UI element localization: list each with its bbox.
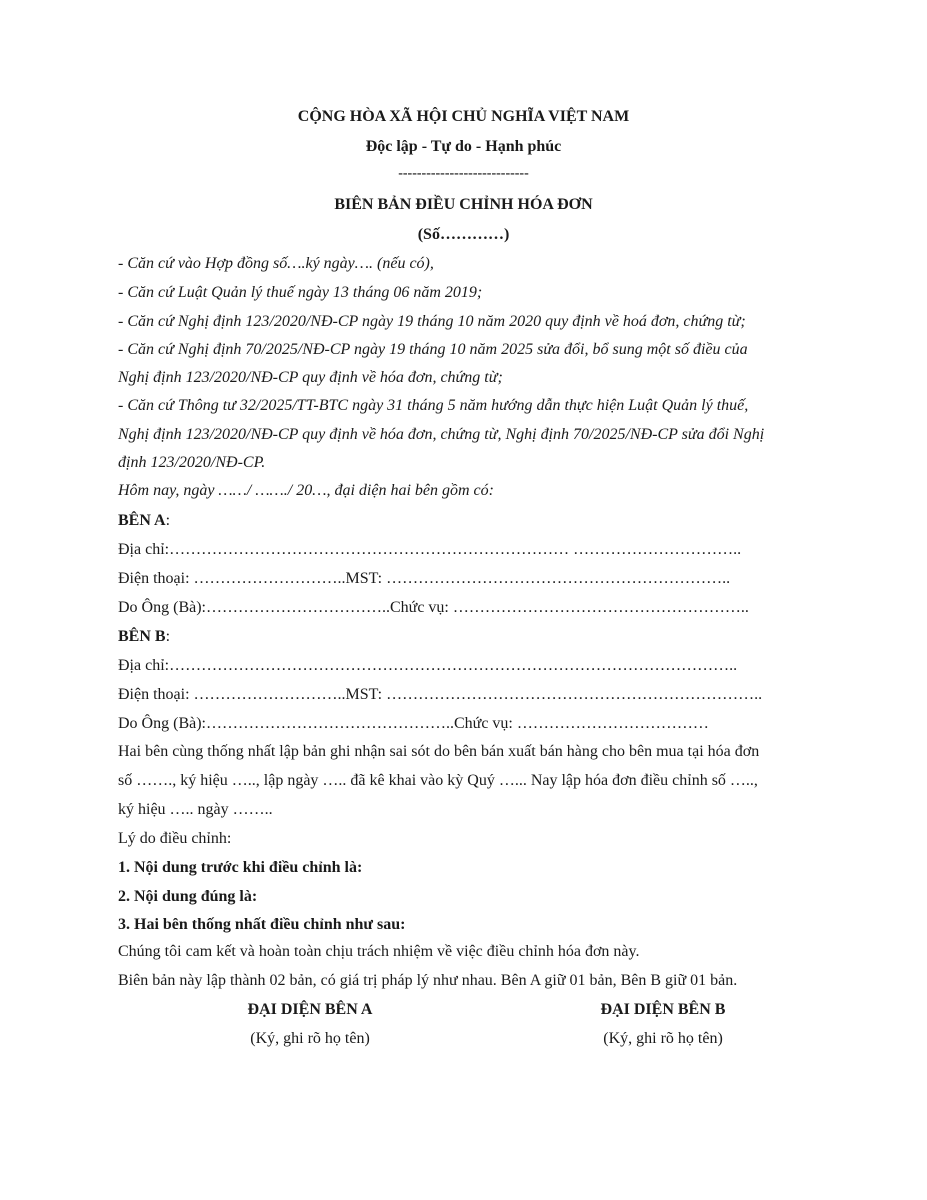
legal-basis-line: - Căn cứ Nghị định 70/2025/NĐ-CP ngày 19 tháng 10 năm 2025 sửa đổi, bổ sung một số điều của — [118, 341, 748, 358]
legal-basis-line: định 123/2020/NĐ-CP. — [118, 454, 266, 471]
legal-basis-line: - Căn cứ Luật Quản lý thuế ngày 13 tháng 06 năm 2019; — [118, 284, 483, 301]
commitment-text: Chúng tôi cam kết và hoàn toàn chịu trách nhiệm về việc điều chỉnh hóa đơn này. — [118, 943, 640, 960]
legal-basis-line: - Căn cứ Thông tư 32/2025/TT-BTC ngày 31 tháng 5 năm hướng dẫn thực hiện Luật Quản lý thuế, — [118, 397, 749, 414]
party-b-heading — [118, 628, 170, 646]
agreed-adjustment-heading: 3. Hai bên thống nhất điều chỉnh như sau: — [118, 916, 406, 933]
legal-basis-line: - Căn cứ vào Hợp đồng số….ký ngày…. (nếu có), — [118, 255, 434, 272]
signature-a-note: (Ký, ghi rõ họ tên) — [250, 1030, 370, 1047]
document-number: (Số…………) — [417, 226, 510, 243]
agreement-text: ký hiệu ….. ngày …….. — [118, 801, 273, 818]
content-before-heading: 1. Nội dung trước khi điều chỉnh là: — [118, 859, 363, 876]
party-a-heading — [118, 512, 170, 530]
party-b-representative: Do Ông (Bà):………………………………………..Chức vụ: ……………………………… — [118, 715, 709, 732]
party-b-colon: : — [165, 628, 171, 645]
correct-content-heading: 2. Nội dung đúng là: — [118, 888, 258, 905]
signature-a-title: ĐẠI DIỆN BÊN A — [247, 1001, 373, 1018]
document-title: BIÊN BẢN ĐIỀU CHỈNH HÓA ĐƠN — [334, 196, 593, 213]
agreement-text: số ……., ký hiệu ….., lập ngày ….. đã kê khai vào kỳ Quý …... Nay lập hóa đơn điều chỉnh số ….., — [118, 772, 758, 789]
header-divider: ---------------------------- — [398, 166, 529, 181]
party-b-address: Địa chỉ:…………………………………………………………………………………………….. — [118, 657, 738, 674]
meeting-date-line: Hôm nay, ngày ……/ ……./ 20…, đại diện hai bên gồm có: — [118, 482, 494, 499]
signature-b-title: ĐẠI DIỆN BÊN B — [600, 1001, 726, 1018]
party-a-label: BÊN A — [118, 512, 166, 529]
country-name: CỘNG HÒA XÃ HỘI CHỦ NGHĨA VIỆT NAM — [297, 108, 630, 125]
legal-basis-line: Nghị định 123/2020/NĐ-CP quy định về hóa đơn, chứng từ, Nghị định 70/2025/NĐ-CP sửa đổi Nghị — [118, 426, 765, 443]
party-a-address: Địa chỉ:………………………………………………………………… ………………………….. — [118, 541, 742, 558]
national-motto: Độc lập - Tự do - Hạnh phúc — [365, 138, 562, 155]
party-a-phone-tax: Điện thoại: ………………………..MST: ……………………………………………………….. — [118, 570, 731, 587]
legal-basis-line: Nghị định 123/2020/NĐ-CP quy định về hóa đơn, chứng từ; — [118, 369, 503, 386]
party-a-representative: Do Ông (Bà):……………………………..Chức vụ: ……………………………………………….. — [118, 599, 749, 616]
party-b-label: BÊN B — [118, 628, 166, 645]
signature-b-note: (Ký, ghi rõ họ tên) — [603, 1030, 723, 1047]
party-a-colon: : — [165, 512, 171, 529]
party-b-phone-tax: Điện thoại: ………………………..MST: …………………………………………………………….. — [118, 686, 763, 703]
adjustment-reason: Lý do điều chỉnh: — [118, 830, 232, 847]
copies-text: Biên bản này lập thành 02 bản, có giá trị pháp lý như nhau. Bên A giữ 01 bản, Bên B giữ 01 bản. — [118, 972, 738, 989]
agreement-text: Hai bên cùng thống nhất lập bản ghi nhận sai sót do bên bán xuất bán hàng cho bên mua tại hóa đơn — [118, 743, 760, 760]
legal-basis-line: - Căn cứ Nghị định 123/2020/NĐ-CP ngày 19 tháng 10 năm 2020 quy định về hoá đơn, chứng từ; — [118, 313, 746, 330]
